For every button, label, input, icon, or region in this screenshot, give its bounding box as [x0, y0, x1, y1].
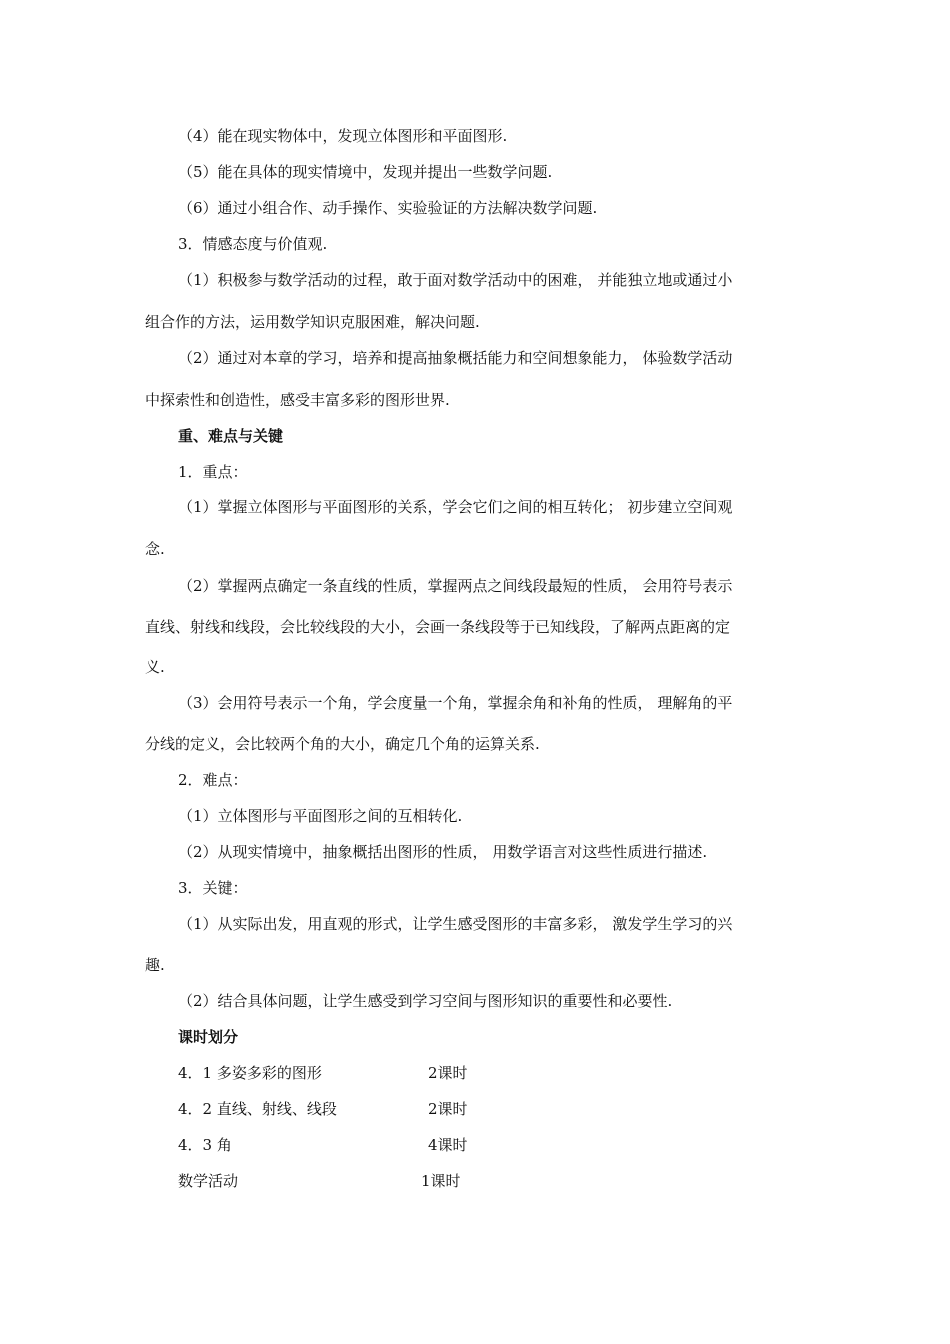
paragraph-objective-5: （5）能在具体的现实情境中，发现并提出一些数学问题. [178, 163, 553, 181]
attitude-heading: 3．情感态度与价值观. [178, 235, 328, 253]
section-title-schedule: 课时划分 [178, 1028, 239, 1046]
attitude-p1-line2: 组合作的方法，运用数学知识克服困难，解决问题. [145, 313, 480, 331]
schedule-row-name: 4．1 多姿多彩的图形 [178, 1064, 322, 1082]
attitude-p2-line2: 中探索性和创造性，感受丰富多彩的图形世界. [145, 391, 450, 409]
focus-3-line1: （3）会用符号表示一个角，学会度量一个角，掌握余角和补角的性质， 理解角的平 [178, 694, 733, 712]
focus-heading: 1．重点： [178, 463, 248, 481]
schedule-row-name: 4．3 角 [178, 1136, 232, 1154]
focus-2-line1: （2）掌握两点确定一条直线的性质，掌握两点之间线段最短的性质， 会用符号表示 [178, 577, 733, 595]
schedule-row-hours: 4课时 [428, 1136, 468, 1154]
schedule-row-hours: 2课时 [428, 1100, 468, 1118]
paragraph-objective-4: （4）能在现实物体中，发现立体图形和平面图形. [178, 127, 508, 145]
focus-1-line1: （1）掌握立体图形与平面图形的关系，学会它们之间的相互转化； 初步建立空间观 [178, 498, 733, 516]
key-heading: 3．关键： [178, 879, 248, 897]
attitude-p1-line1: （1）积极参与数学活动的过程，敢于面对数学活动中的困难， 并能独立地或通过小 [178, 271, 733, 289]
schedule-row-hours: 1课时 [421, 1172, 461, 1190]
focus-2-line2: 直线、射线和线段，会比较线段的大小，会画一条线段等于已知线段，了解两点距离的定 [145, 618, 731, 636]
section-title-key-points: 重、难点与关键 [178, 427, 284, 445]
key-2: （2）结合具体问题，让学生感受到学习空间与图形知识的重要性和必要性. [178, 992, 673, 1010]
focus-1-line2: 念. [145, 540, 165, 558]
paragraph-objective-6: （6）通过小组合作、动手操作、实验验证的方法解决数学问题. [178, 199, 598, 217]
schedule-row-hours: 2课时 [428, 1064, 468, 1082]
schedule-row-name: 数学活动 [178, 1172, 239, 1190]
schedule-row-name: 4．2 直线、射线、线段 [178, 1100, 337, 1118]
difficulty-heading: 2．难点： [178, 771, 248, 789]
focus-2-line3: 义. [145, 658, 165, 676]
key-1-line2: 趣. [145, 956, 165, 974]
difficulty-1: （1）立体图形与平面图形之间的互相转化. [178, 807, 463, 825]
key-1-line1: （1）从实际出发，用直观的形式，让学生感受图形的丰富多彩， 激发学生学习的兴 [178, 915, 733, 933]
attitude-p2-line1: （2）通过对本章的学习，培养和提高抽象概括能力和空间想象能力， 体验数学活动 [178, 349, 733, 367]
focus-3-line2: 分线的定义，会比较两个角的大小，确定几个角的运算关系. [145, 735, 540, 753]
difficulty-2: （2）从现实情境中，抽象概括出图形的性质， 用数学语言对这些性质进行描述. [178, 843, 708, 861]
